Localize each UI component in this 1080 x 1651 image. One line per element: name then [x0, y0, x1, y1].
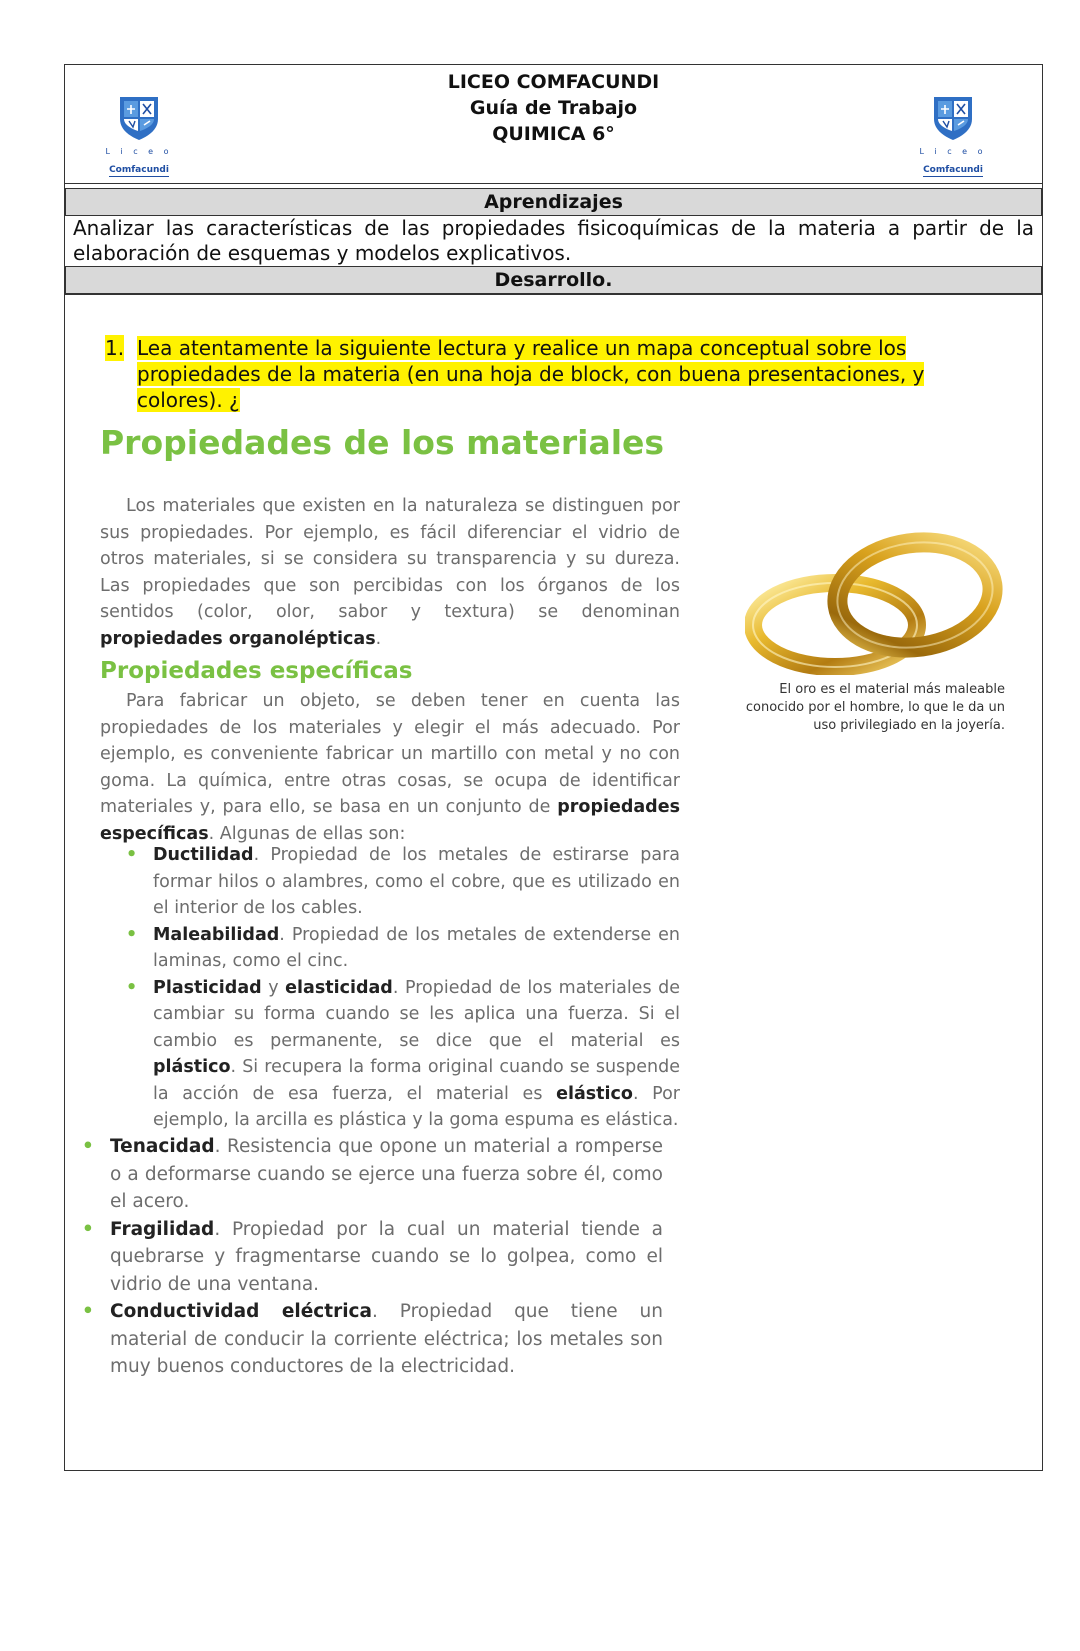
list-item-tenacidad: [82, 1133, 663, 1216]
subject-title: QUIMICA 6°: [492, 123, 615, 145]
term-plasticidad: Plasticidad: [153, 977, 262, 998]
logo-word-comfacundi: Comfacundi: [923, 165, 983, 175]
section-subtitle: Propiedades específicas: [100, 658, 413, 684]
ductilidad-text: . Propiedad de los metales de estirarse para formar hilos o alambres, como el cobre, que es utilizado en el interior de los cables.: [153, 845, 680, 918]
term-ductilidad: Ductilidad: [153, 845, 254, 865]
bullet-icon: •: [82, 1218, 94, 1240]
instruction-text: Lea atentamente la siguiente lectura y realice un mapa conceptual sobre los propiedades de la materia (en una hoja de block, con buena presentaciones, y colores). ¿: [137, 336, 925, 412]
logo-word-comfacundi: Comfacundi: [109, 165, 169, 175]
desarrollo-heading: Desarrollo.: [65, 266, 1042, 294]
conductividad-text: . Propiedad que tiene un material de conducir la corriente eléctrica; los metales son muy buenos conductores de la electricidad.: [110, 1301, 663, 1377]
article-title: Propiedades de los materiales: [100, 423, 665, 462]
intro-text: Los materiales que existen en la naturaleza se distinguen por sus propiedades. Por ejemplo, es fácil diferenciar el vidrio de otros materiales, si se considera su transparencia y su dureza. Las propiedades que son percibidas con los órganos de los sentidos (color, olor, sabor y textura) se denominan: [100, 496, 680, 622]
intro-paragraph: [100, 493, 680, 652]
list-item-conductividad: [82, 1298, 663, 1381]
list-item-ductilidad: [126, 842, 680, 922]
term-elasticidad: elasticidad: [285, 977, 393, 998]
bullet-icon: •: [126, 977, 138, 998]
shield-logo-icon: [930, 93, 976, 141]
instruction-number: 1.: [105, 336, 125, 360]
tenacidad-text: . Resistencia que opone un material a romperse o a deformarse cuando se ejerce una fuerza sobre él, como el acero.: [110, 1136, 663, 1212]
specific-end: . Algunas de ellas son:: [208, 823, 406, 844]
specific-text: Para fabricar un objeto, se deben tener en cuenta las propiedades de los materiales y elegir el más adecuado. Por ejemplo, es conveniente fabricar un martillo con metal y no con goma. La química, entre otras cosas, se ocupa de identificar materiales y, para ello, se basa en un conjunto de: [100, 691, 680, 817]
logo-word-liceo: L i c e o: [105, 147, 173, 156]
aprendizajes-text: Analizar las características de las propiedades fisicoquímicas de la materia a partir de la elaboración de esquemas y modelos explicativos.: [73, 216, 1034, 265]
properties-list-inner: [126, 842, 681, 1134]
list-item-fragilidad: [82, 1216, 663, 1299]
bullet-icon: •: [82, 1136, 94, 1157]
maleabilidad-text: . Propiedad de los metales de extenderse en laminas, como el cinc.: [153, 924, 680, 971]
instruction-item: [105, 335, 945, 413]
bullet-icon: •: [126, 845, 138, 865]
school-name: LICEO COMFACUNDI: [447, 71, 660, 93]
term-especificas: propiedades específicas: [100, 797, 680, 844]
plasticidad-text-a: . Propiedad de los materiales de cambiar su forma cuando se les aplica una fuerza. Si el cambio es permanente, se dice que el material es: [153, 977, 681, 1051]
image-caption: El oro es el material más maleable conocido por el hombre, lo que le da un uso privilegiado en la joyería.: [745, 682, 1005, 733]
desarrollo-content: [65, 294, 1042, 1470]
fragilidad-text: . Propiedad por la cual un material tiende a quebrarse y fragmentarse cuando se lo golpea, como el vidrio de una ventana.: [110, 1218, 663, 1295]
term-organolepticas: propiedades organolépticas: [100, 628, 376, 649]
school-logo-right: [913, 93, 993, 175]
plasticidad-text-b: . Si recupera la forma original cuando se suspende la acción de esa fuerza, el material es: [153, 1057, 680, 1104]
list-item-plasticidad: [126, 975, 681, 1134]
bullet-icon: •: [126, 924, 138, 945]
document-header: [65, 65, 1042, 184]
specific-paragraph: [100, 688, 680, 847]
list-item-maleabilidad: [126, 922, 680, 975]
intro-end: .: [375, 628, 382, 649]
worksheet-frame: [64, 64, 1043, 1471]
plasticidad-text-c: . Por ejemplo, la arcilla es plástica y la goma espuma es elástica.: [153, 1083, 680, 1130]
term-conductividad: Conductividad eléctrica: [110, 1301, 372, 1322]
term-fragilidad: Fragilidad: [110, 1218, 215, 1240]
logo-word-liceo: L i c e o: [919, 147, 987, 156]
bullet-icon: •: [82, 1301, 94, 1322]
term-maleabilidad: Maleabilidad: [153, 924, 280, 945]
aprendizajes-heading: Aprendizajes: [65, 188, 1042, 216]
header-titles: [65, 69, 1042, 147]
term-elastico: elástico: [556, 1083, 633, 1104]
conjunction: y: [261, 977, 286, 998]
term-tenacidad: Tenacidad: [110, 1136, 215, 1157]
gold-rings-image: [745, 525, 1005, 675]
properties-list-outer: [82, 1133, 663, 1381]
guide-title: Guía de Trabajo: [469, 97, 638, 119]
term-plastico: plástico: [153, 1057, 231, 1077]
